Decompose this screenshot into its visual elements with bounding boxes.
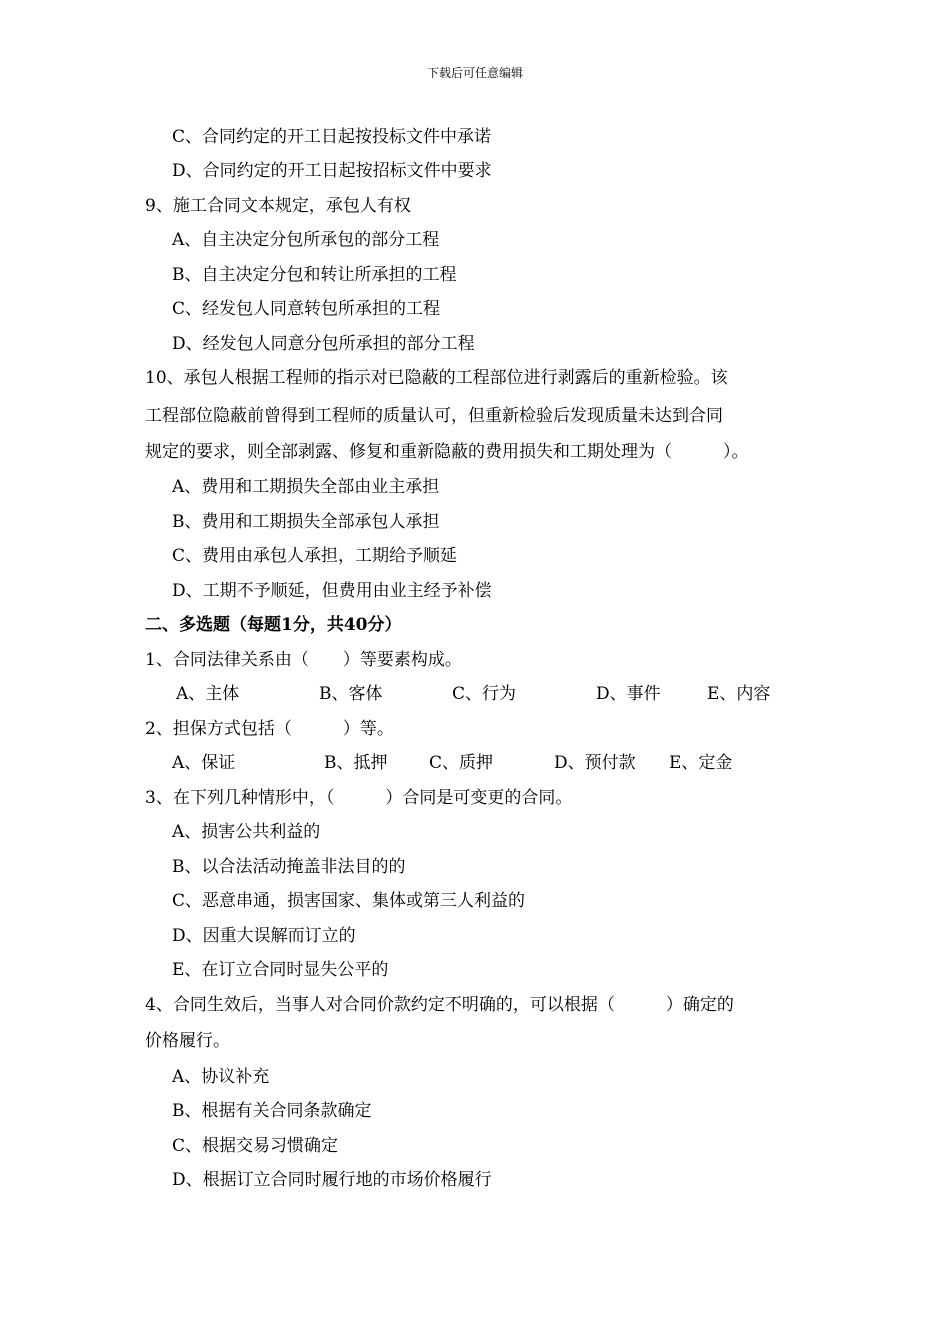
question-9: 9、施工合同文本规定，承包人有权 xyxy=(145,196,411,216)
option-2c: C、质押 xyxy=(429,753,494,773)
multi-question-4-line-2: 价格履行。 xyxy=(145,1031,230,1051)
multi-question-2-options xyxy=(172,752,852,774)
option-10a: A、费用和工期损失全部由业主承担 xyxy=(172,477,440,497)
question-10-line-1: 10、承包人根据工程师的指示对已隐蔽的工程部位进行剥露后的重新检验。该 xyxy=(145,368,728,388)
multi-question-2: 2、担保方式包括（ ）等。 xyxy=(145,719,394,739)
option-8d: D、合同约定的开工日起按招标文件中要求 xyxy=(172,161,492,181)
page-header: 下载后可任意编辑 xyxy=(426,66,523,80)
question-10-line-3: 规定的要求，则全部剥露、修复和重新隐蔽的费用损失和工期处理为（ ）。 xyxy=(145,442,749,462)
option-2a: A、保证 xyxy=(172,753,236,773)
multi-question-4-line-1: 4、合同生效后，当事人对合同价款约定不明确的，可以根据（ ）确定的 xyxy=(145,995,734,1015)
option-8c: C、合同约定的开工日起按投标文件中承诺 xyxy=(172,127,492,147)
question-10-line-2: 工程部位隐蔽前曾得到工程师的质量认可，但重新检验后发现质量未达到合同 xyxy=(145,406,723,426)
section-heading: 二、多选题（每题1分，共40分） xyxy=(145,615,402,635)
option-10d: D、工期不予顺延，但费用由业主经予补偿 xyxy=(172,581,492,601)
option-3d: D、因重大误解而订立的 xyxy=(172,926,356,946)
option-4c: C、根据交易习惯确定 xyxy=(172,1136,339,1156)
option-9d: D、经发包人同意分包所承担的部分工程 xyxy=(172,334,475,354)
option-2e: E、定金 xyxy=(669,753,733,773)
option-10c: C、费用由承包人承担，工期给予顺延 xyxy=(172,546,458,566)
option-1a: A、主体 xyxy=(176,684,240,704)
option-9a: A、自主决定分包所承包的部分工程 xyxy=(172,230,440,250)
option-3e: E、在订立合同时显失公平的 xyxy=(172,960,389,980)
multi-question-1: 1、合同法律关系由（ ）等要素构成。 xyxy=(145,650,462,670)
option-4a: A、协议补充 xyxy=(172,1067,270,1087)
multi-question-3: 3、在下列几种情形中，（ ）合同是可变更的合同。 xyxy=(145,788,573,808)
option-2d: D、预付款 xyxy=(554,753,636,773)
option-1c: C、行为 xyxy=(452,684,517,704)
option-1b: B、客体 xyxy=(319,684,383,704)
option-9c: C、经发包人同意转包所承担的工程 xyxy=(172,299,441,319)
multi-question-1-options xyxy=(176,683,856,705)
option-1e: E、内容 xyxy=(707,684,771,704)
option-9b: B、自主决定分包和转让所承担的工程 xyxy=(172,265,457,285)
option-4d: D、根据订立合同时履行地的市场价格履行 xyxy=(172,1170,492,1190)
option-4b: B、根据有关合同条款确定 xyxy=(172,1101,372,1121)
option-2b: B、抵押 xyxy=(324,753,388,773)
option-1d: D、事件 xyxy=(596,684,661,704)
option-10b: B、费用和工期损失全部承包人承担 xyxy=(172,512,440,532)
option-3b: B、以合法活动掩盖非法目的的 xyxy=(172,857,406,877)
option-3a: A、损害公共利益的 xyxy=(172,822,321,842)
option-3c: C、恶意串通，损害国家、集体或第三人利益的 xyxy=(172,891,526,911)
